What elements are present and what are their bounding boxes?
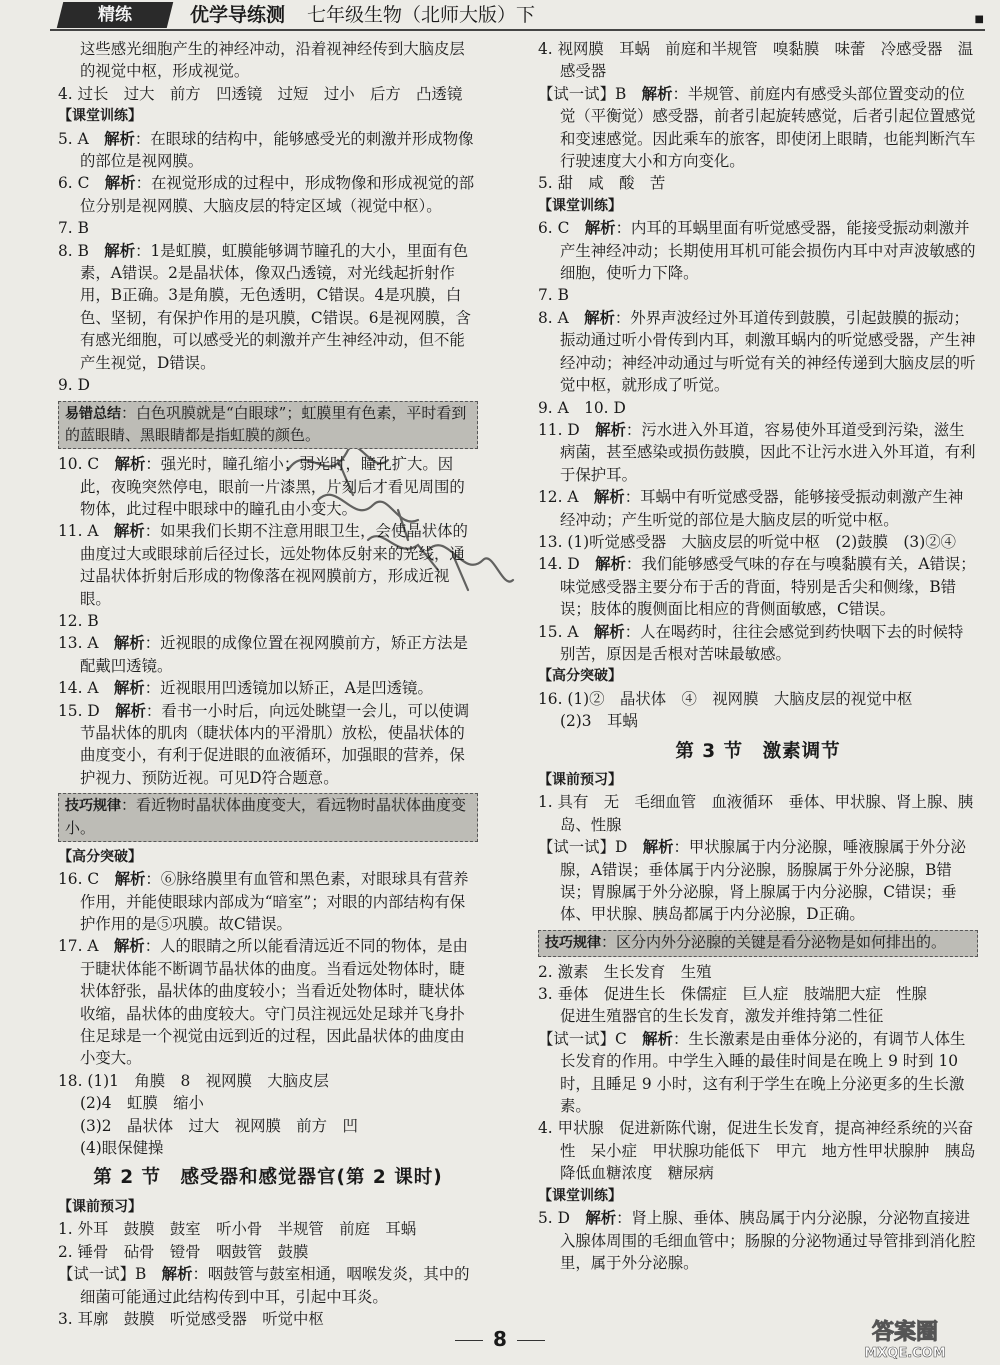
analysis-label: 解析 xyxy=(642,838,674,857)
answer-number: 14. A xyxy=(58,679,99,698)
analysis-label: 解析 xyxy=(584,219,616,238)
analysis-text: ：外界声波经过外耳道传到鼓膜，引起鼓膜的振动；振动通过听小骨传到内耳，刺激耳蜗内的听觉感受器，产生神经冲动；神经冲动通过与听觉有关的神经传递到大脑皮层的听觉中枢，就形成了听觉。 xyxy=(560,308,976,395)
answer-item: (3)2 晶状体 过大 视网膜 前方 凹 xyxy=(80,1116,358,1135)
analysis-label: 解析 xyxy=(595,555,626,574)
analysis-text: ：1是虹膜，虹膜能够调节瞳孔的大小，里面有色素，A错误。2是晶状体，像双凸透镜，对光线起折射作用，B正确。3是角膜，无色透明，C错误。4是巩膜，白色、坚韧，有保护作用的是巩膜，C错误。6是视网膜，含有感光细胞，可以感受光的刺激并产生神经冲动，但不能产生视觉，D错误。 xyxy=(80,241,471,372)
tip-box xyxy=(58,401,478,450)
answer-item: 13. (1)听觉感受器 大脑皮层的听觉中枢 (2)鼓膜 (3)②④ xyxy=(538,532,956,551)
analysis-label: 解析 xyxy=(114,455,146,474)
answer-item: 3. 垂体 促进生长 侏儒症 巨人症 肢端肥大症 性腺 xyxy=(538,985,927,1004)
answer-number: 8. B xyxy=(58,241,89,260)
watermark-text: 答案圈 xyxy=(871,1320,939,1345)
answer-item xyxy=(538,553,978,620)
tip-text: ：白色巩膜就是“白眼球”；虹膜里有色素，平时看到的蓝眼睛、黑眼睛都是指虹膜的颜色。 xyxy=(65,403,467,445)
tip-text: ：区分内外分泌腺的关键是看分泌物是如何排出的。 xyxy=(601,932,947,951)
analysis-label: 解析 xyxy=(161,1265,193,1284)
tip-label: 易错总结 xyxy=(65,405,121,422)
answer-item: 2. 锤骨 砧骨 镫骨 咽鼓管 鼓膜 xyxy=(58,1242,309,1261)
answer-number: 13. A xyxy=(58,634,99,653)
analysis-label: 解析 xyxy=(595,420,626,439)
header-rule xyxy=(50,29,985,31)
section-heading: 【课堂训练】 xyxy=(538,197,622,214)
answer-item: 4. 甲状腺 促进新陈代谢，促进生长发育，提高神经系统的兴奋性 呆小症 甲状腺功能低下 甲亢 地方性甲状腺肿 胰岛 降低血糖浓度 糖尿病 xyxy=(538,1119,991,1183)
answer-item: 这些感光细胞产生的神经冲动，沿着视神经传到大脑皮层的视觉中枢，形成视觉。 xyxy=(80,40,465,81)
analysis-text: ：近视眼的成像位置在视网膜前方，矫正方法是配戴凹透镜。 xyxy=(80,634,468,675)
chapter-title: 第 3 节 激素调节 xyxy=(675,740,841,762)
analysis-label: 解析 xyxy=(585,1209,617,1228)
analysis-label: 解析 xyxy=(584,308,615,327)
answer-number: 【试一试】C xyxy=(538,1029,627,1048)
analysis-label: 解析 xyxy=(104,241,136,260)
answer-item: 5. 甜 咸 酸 苦 xyxy=(538,174,666,193)
answer-item: 9. A 10. D xyxy=(538,398,626,417)
answer-item xyxy=(538,217,978,284)
answer-item: (4)眼保健操 xyxy=(80,1139,164,1158)
series-logo: 精练 xyxy=(57,2,173,28)
analysis-text: ：半规管、前庭内有感受头部位置变动的位觉（平衡觉）感受器，前者引起旋转感觉，后者引起位置感觉和变速感觉。因此乘车的旅客，即使闭上眼睛，也能判断汽车行驶速度大小和方向变化。 xyxy=(560,84,976,171)
section-heading: 【课堂训练】 xyxy=(538,1187,622,1204)
analysis-text: ：在眼球的结构中，能够感受光的刺激并形成物像的部位是视网膜。 xyxy=(80,129,474,171)
answer-item: 7. B xyxy=(58,219,89,238)
answer-item xyxy=(538,419,978,486)
answer-number: 5. D xyxy=(538,1209,570,1228)
answer-item: 18. (1)1 角膜 8 视网膜 大脑皮层 xyxy=(58,1071,329,1090)
analysis-text: ：如果我们长期不注意用眼卫生，会使晶状体的曲度过大或眼球前后径过长，远处物体反射来的光线，通过晶状体折射后形成的物像落在视网膜前方，形成近视眼。 xyxy=(80,522,468,608)
tip-label: 技巧规律 xyxy=(65,798,121,815)
analysis-text: ：内耳的耳蜗里面有听觉感受器，能接受振动刺激并产生神经冲动；长期使用耳机可能会损伤内耳中对声波敏感的细胞，使听力下降。 xyxy=(560,219,976,283)
answer-number: 【试一试】B xyxy=(538,84,627,103)
answer-number: 6. C xyxy=(58,174,90,193)
answer-item xyxy=(58,453,478,520)
answer-item: 4. 过长 过大 前方 凹透镜 过短 过小 后方 凸透镜 xyxy=(58,84,463,103)
section-heading: 【课堂训练】 xyxy=(58,108,142,125)
answer-item: 2. 激素 生长发育 生殖 xyxy=(538,962,712,981)
answer-item xyxy=(538,1207,978,1274)
analysis-label: 解析 xyxy=(593,488,625,507)
section-heading: 【高分突破】 xyxy=(58,848,142,865)
header-ornament: ■ xyxy=(974,14,985,25)
analysis-text: ：人的眼睛之所以能看清远近不同的物体，是由于睫状体能不断调节晶状体的曲度。当看远处物体时，睫状体舒张，晶状体的曲度较小；当看近处物体时，睫状体收缩，晶状体的曲度较大。守门员注视远处足球并飞身扑住足球是一个视觉由远到近的过程，因此晶状体的曲度由小变大。 xyxy=(80,937,468,1068)
answer-item xyxy=(58,172,478,217)
answer-number: 【试一试】D xyxy=(538,838,628,857)
answer-item: 12. B xyxy=(58,611,99,630)
answer-number: 11. D xyxy=(538,420,580,439)
answer-item: (2)4 虹膜 缩小 xyxy=(80,1094,204,1113)
book-title: 优学导练测 七年级生物（北师大版）下 xyxy=(190,4,536,26)
analysis-label: 解析 xyxy=(641,84,673,103)
page-number: 8 xyxy=(0,1327,1000,1351)
section-heading: 【高分突破】 xyxy=(538,668,622,685)
answer-item xyxy=(58,128,478,173)
answer-number: 17. A xyxy=(58,937,99,956)
analysis-text: ：污水进入外耳道，容易使外耳道受到污染，滋生病菌，甚至感染或损伤鼓膜，因此不让污水进入外耳道，有利于保护耳。 xyxy=(560,420,976,484)
analysis-text: ：生长激素是由垂体分泌的，有调节人体生长发育的作用。中学生入睡的最佳时间是在晚上 9 时到 10 时，且睡足 9 小时，这有利于学生在晚上分泌更多的生长激素。 xyxy=(560,1029,966,1116)
answer-item xyxy=(58,240,478,374)
answer-number: 15. D xyxy=(58,701,100,720)
answer-item xyxy=(58,1263,478,1308)
analysis-label: 解析 xyxy=(113,679,145,698)
analysis-text: ：在视觉形成的过程中，形成物像和形成视觉的部位分别是视网膜、大脑皮层的特定区域（视觉中枢）。 xyxy=(80,174,475,215)
answer-number: 5. A xyxy=(58,129,89,148)
answer-number: 11. A xyxy=(58,522,99,541)
answer-item: 9. D xyxy=(58,376,90,395)
answer-number: 10. C xyxy=(58,455,100,474)
tip-box xyxy=(58,793,478,842)
page-header xyxy=(50,2,985,28)
analysis-label: 解析 xyxy=(113,634,145,653)
answer-item xyxy=(538,83,978,173)
answer-item xyxy=(58,700,478,790)
answer-item xyxy=(58,868,478,935)
answer-item xyxy=(538,307,978,397)
analysis-label: 解析 xyxy=(113,937,145,956)
answer-item xyxy=(58,935,478,1069)
answer-item: 促进生殖器官的生长发育，激发并维持第二性征 xyxy=(560,1007,884,1026)
chapter-title: 第 2 节 感受器和感觉器官(第 2 课时) xyxy=(93,1167,443,1189)
analysis-text: ：看书一小时后，向远处眺望一会儿，可以使调节晶状体的肌肉（睫状体内的平滑肌）放松，使晶状体的曲度变小，有利于促进眼的血液循环，加强眼的营养，保护视力、预防近视。可见D符合题意。 xyxy=(80,701,470,787)
answer-item xyxy=(538,1028,978,1118)
answer-number: 14. D xyxy=(538,555,580,574)
analysis-label: 解析 xyxy=(104,129,135,148)
right-column xyxy=(538,38,991,1274)
analysis-label: 解析 xyxy=(114,870,146,889)
section-heading: 【课前预习】 xyxy=(538,772,622,788)
book-subtitle: 七年级生物（北师大版）下 xyxy=(307,4,536,26)
analysis-text: ：强光时，瞳孔缩小；弱光时，瞳孔扩大。因此，夜晚突然停电，眼前一片漆黑，片刻后才看见周围的物体，此过程中眼球中的瞳孔由小变大。 xyxy=(80,455,465,518)
analysis-label: 解析 xyxy=(115,701,146,720)
answer-number: 【试一试】B xyxy=(58,1265,147,1284)
analysis-text: ：近视眼用凹透镜加以矫正，A是凹透镜。 xyxy=(144,679,433,698)
analysis-text: ：咽鼓管与鼓室相通，咽喉发炎，其中的细菌可能通过此结构传到中耳，引起中耳炎。 xyxy=(80,1265,470,1306)
left-column xyxy=(58,38,478,1330)
answer-number: 15. A xyxy=(538,622,579,641)
answer-item xyxy=(58,677,478,699)
analysis-text: ：肾上腺、垂体、胰岛属于内分泌腺，分泌物直接进入腺体周围的毛细血管中；肠腺的分泌物通过导管排到消化腔里，属于外分泌腺。 xyxy=(560,1209,976,1272)
watermark-url: MXQE.COM xyxy=(864,1346,946,1361)
tip-label: 技巧规律 xyxy=(545,934,601,951)
site-watermark xyxy=(820,1315,990,1361)
answer-item: 1. 具有 无 毛细血管 血液循环 垂体、甲状腺、肾上腺、胰岛、性腺 xyxy=(538,793,974,834)
analysis-text: ：⑥脉络膜里有血管和黑色素，对眼球具有营养作用，并能使眼球内部成为“暗室”；对眼的内部结构有保护作用的是⑤巩膜。故C错误。 xyxy=(80,870,469,933)
answer-number: 6. C xyxy=(538,219,570,238)
section-heading: 【课前预习】 xyxy=(58,1198,142,1215)
analysis-text: ：人在喝药时，往往会感觉到药快咽下去的时候特别苦，原因是舌根对苦味最敏感。 xyxy=(560,622,964,663)
answer-item xyxy=(58,520,478,610)
answer-item: 4. 视网膜 耳蜗 前庭和半规管 嗅黏膜 味蕾 冷感受器 温感受器 xyxy=(538,40,974,81)
answer-item xyxy=(538,486,978,531)
answer-item: 16. (1)② 晶状体 ④ 视网膜 大脑皮层的视觉中枢 xyxy=(538,689,913,708)
answer-number: 12. A xyxy=(538,488,579,507)
answer-item: 1. 外耳 鼓膜 鼓室 听小骨 半规管 前庭 耳蜗 xyxy=(58,1220,417,1239)
analysis-label: 解析 xyxy=(104,174,136,193)
answer-number: 8. A xyxy=(538,308,569,327)
analysis-text: ：耳蜗中有听觉感受器，能够接受振动刺激产生神经冲动；产生听觉的部位是大脑皮层的听觉中枢。 xyxy=(560,488,964,529)
answer-item: (2)3 耳蜗 xyxy=(560,712,638,731)
analysis-label: 解析 xyxy=(113,522,145,541)
answer-item xyxy=(538,621,978,666)
tip-text: ：看近物时晶状体曲度变大，看远物时晶状体曲度变小。 xyxy=(65,796,467,837)
analysis-text: ：我们能够感受气味的存在与嗅黏膜有关，A错误；味觉感受器主要分布于舌的背面，特别是舌尖和侧缘，B错误；肢体的腹侧面比相应的背侧面敏感，C错误。 xyxy=(560,555,976,619)
answer-item: 3. 耳廓 鼓膜 听觉感受器 听觉中枢 xyxy=(58,1309,324,1328)
answer-number: 16. C xyxy=(58,870,100,889)
answer-item: 7. B xyxy=(538,286,569,305)
analysis-label: 解析 xyxy=(593,622,625,641)
analysis-text: ：甲状腺属于内分泌腺，唾液腺属于外分泌腺，A错误；垂体属于内分泌腺，肠腺属于外分泌腺，B错误；胃腺属于外分泌腺，肾上腺属于内分泌腺，C错误；垂体、甲状腺、胰岛都属于内分泌腺，D正确。 xyxy=(560,838,966,924)
tip-box xyxy=(538,930,978,957)
answer-item xyxy=(538,836,978,926)
answer-item xyxy=(58,632,478,677)
analysis-label: 解析 xyxy=(642,1029,673,1048)
